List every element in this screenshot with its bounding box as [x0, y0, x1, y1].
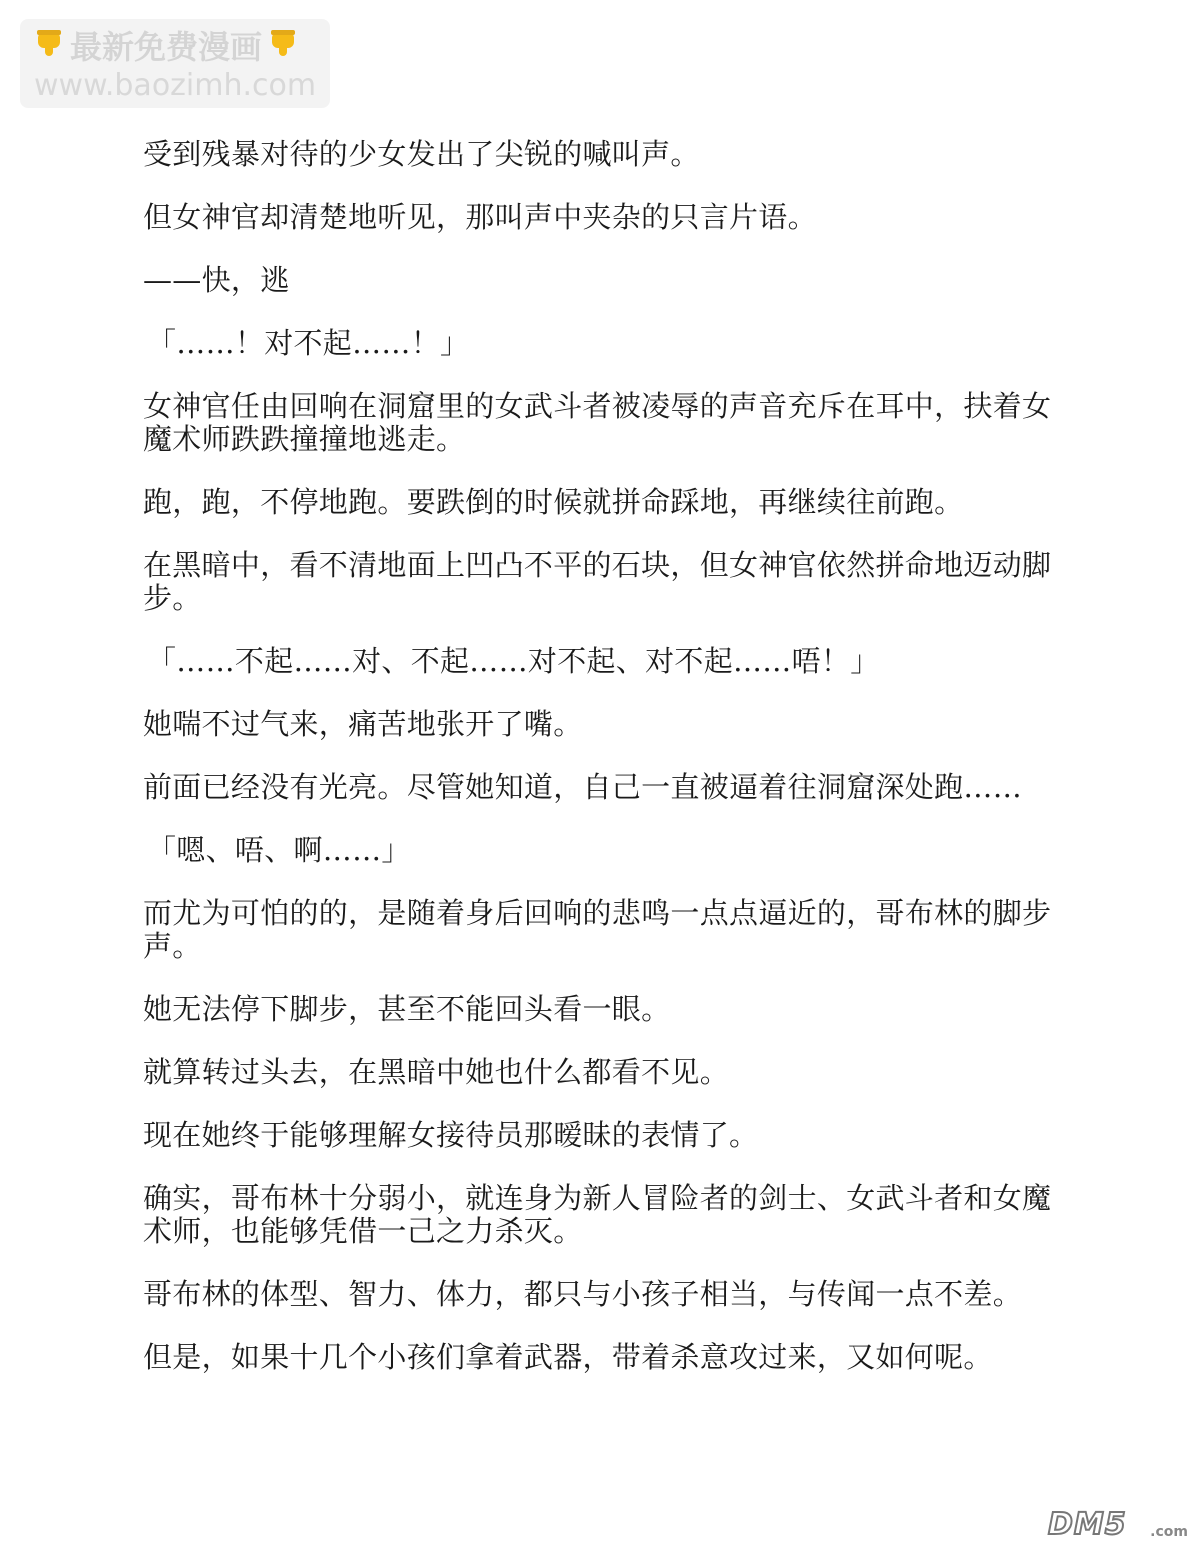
pointing-down-hand-icon [268, 30, 298, 64]
dialogue-paragraph: 「……不起……对、不起……对不起、对不起……唔！」 [147, 644, 880, 678]
pointing-down-hand-icon [34, 30, 64, 64]
paragraph: 她无法停下脚步，甚至不能回头看一眼。 [143, 992, 671, 1026]
watermark-badge [20, 19, 330, 108]
paragraph: 她喘不过气来，痛苦地张开了嘴。 [143, 707, 583, 741]
dm5-logo-suffix: .com [1150, 1524, 1188, 1540]
watermark-url: www.baozimh.com [34, 68, 317, 103]
paragraph: 哥布林的体型、智力、体力，都只与小孩子相当，与传闻一点不差。 [143, 1277, 1023, 1311]
paragraph: 受到残暴对待的少女发出了尖锐的喊叫声。 [143, 137, 700, 171]
dm5-logo [1042, 1508, 1188, 1542]
watermark-title: 最新免费漫画 [70, 28, 263, 66]
paragraph: 但女神官却清楚地听见，那叫声中夹杂的只言片语。 [143, 200, 817, 234]
paragraph: 就算转过头去，在黑暗中她也什么都看不见。 [143, 1055, 730, 1089]
paragraph: 跑，跑，不停地跑。要跌倒的时候就拼命踩地，再继续往前跑。 [143, 485, 964, 519]
paragraph: 在黑暗中，看不清地面上凹凸不平的石块，但女神官依然拼命地迈动脚步。 [143, 548, 1052, 615]
dialogue-paragraph: 「嗯、唔、啊……」 [147, 833, 411, 867]
dm5-logo-text: DM5 [1048, 1507, 1127, 1542]
paragraph: 确实，哥布林十分弱小，就连身为新人冒险者的剑士、女武斗者和女魔术师，也能够凭借一己之力杀灭。 [143, 1181, 1052, 1248]
paragraph: 现在她终于能够理解女接待员那暧昧的表情了。 [143, 1118, 759, 1152]
novel-text-body [143, 138, 1058, 1404]
paragraph: 前面已经没有光亮。尽管她知道，自己一直被逼着往洞窟深处跑…… [143, 770, 1023, 804]
paragraph: 女神官任由回响在洞窟里的女武斗者被凌辱的声音充斥在耳中，扶着女魔术师跌跌撞撞地逃走。 [143, 389, 1052, 456]
watermark-title-row [34, 27, 316, 67]
paragraph: 而尤为可怕的的，是随着身后回响的悲鸣一点点逼近的，哥布林的脚步声。 [143, 896, 1052, 963]
dialogue-paragraph: 「……！对不起……！」 [147, 326, 470, 360]
paragraph: 但是，如果十几个小孩们拿着武器，带着杀意攻过来，又如何呢。 [143, 1340, 993, 1374]
paragraph: ——快，逃 [143, 263, 290, 297]
